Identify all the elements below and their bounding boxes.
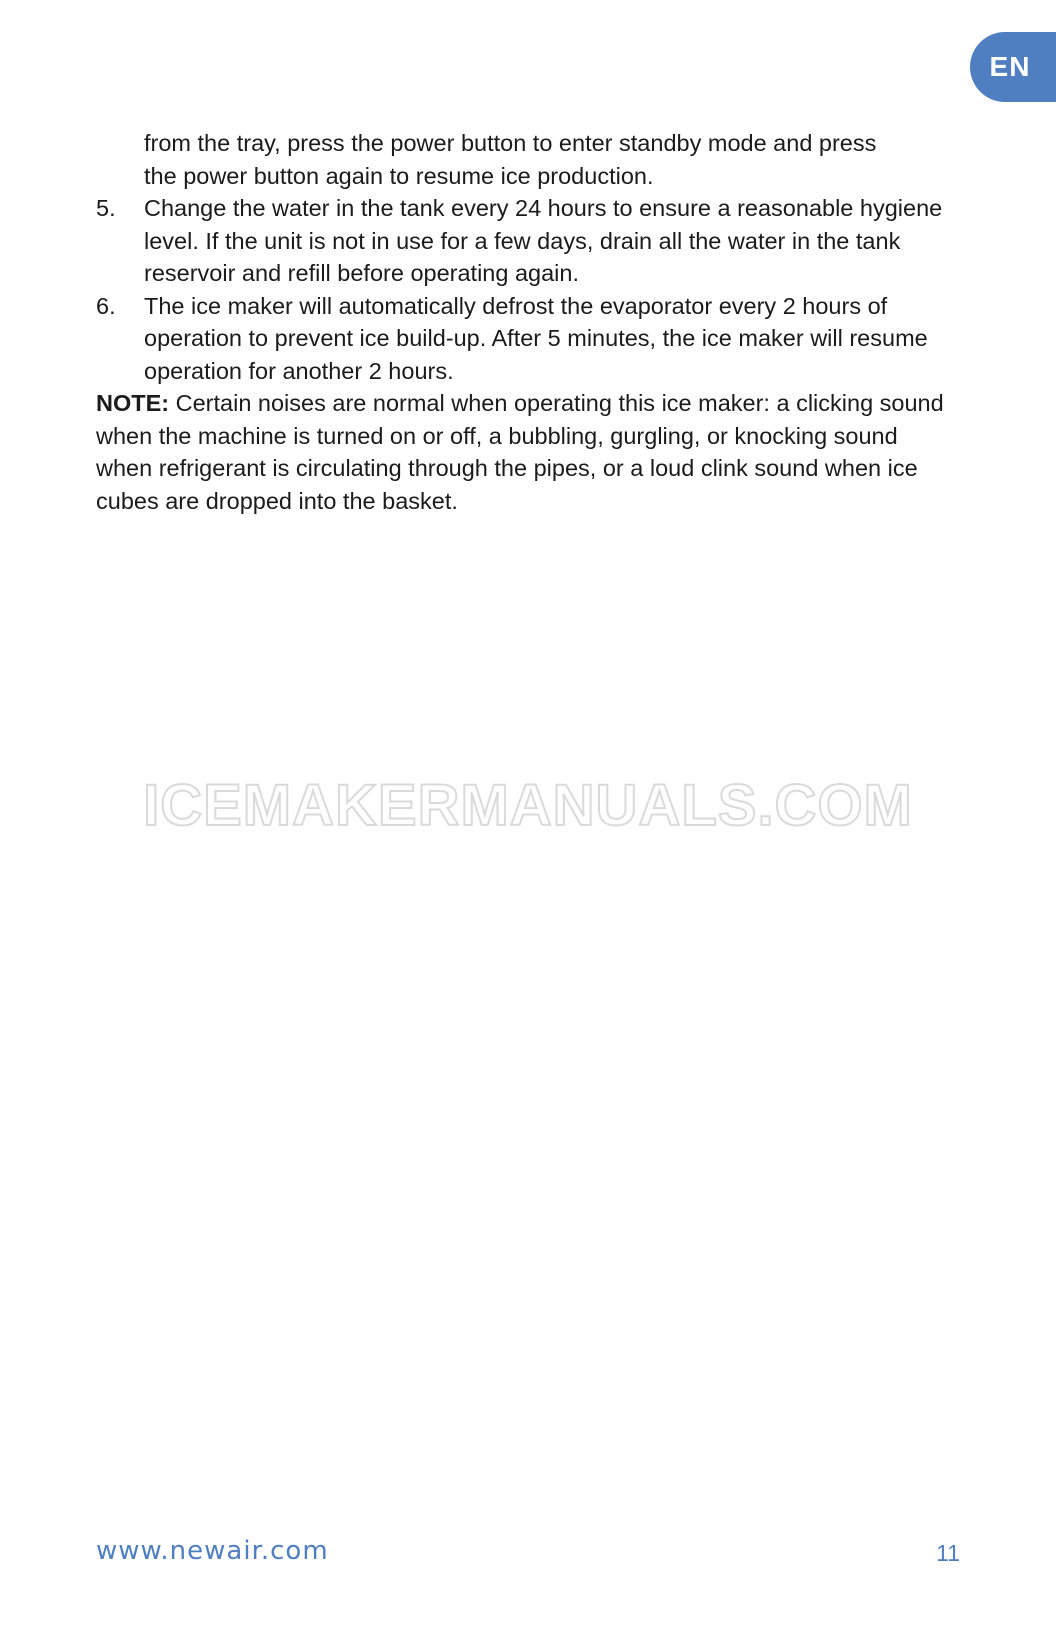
note-label: NOTE:	[96, 390, 170, 416]
page-number: 11	[936, 1540, 960, 1566]
continuation-line: from the tray, press the power button to enter standby mode and press	[144, 130, 877, 156]
list-item-number: 5.	[96, 195, 116, 221]
page-content	[96, 127, 950, 517]
footer-website-link[interactable]: www.newair.com	[96, 1536, 329, 1566]
list-item-number: 6.	[96, 292, 116, 319]
note-text: Certain noises are normal when operating this ice maker: a clicking sound when the machine is turned on or off, a bubbling, gurgling, or knocking sound when refrigerant is circulating through the pipes, or a loud clink sound when ice cubes are dropped into the basket.	[96, 390, 944, 514]
list-item	[96, 192, 950, 290]
watermark: ICEMAKERMANUALS.COM	[143, 773, 913, 838]
list-item-text: The ice maker will automatically defrost the evaporator every 2 hours of operation to prevent ice build-up. After 5 minutes, the ice maker will resume operation for another 2 hours.	[144, 292, 928, 384]
list-item-text: Change the water in the tank every 24 hours to ensure a reasonable hygiene level. If the unit is not in use for a few days, drain all the water in the tank reservoir and refill before operating again.	[144, 195, 943, 286]
language-tab: EN	[970, 32, 1056, 102]
continuation-line: the power button again to resume ice production.	[144, 162, 654, 189]
list-item	[96, 290, 950, 388]
note-paragraph	[96, 387, 950, 517]
